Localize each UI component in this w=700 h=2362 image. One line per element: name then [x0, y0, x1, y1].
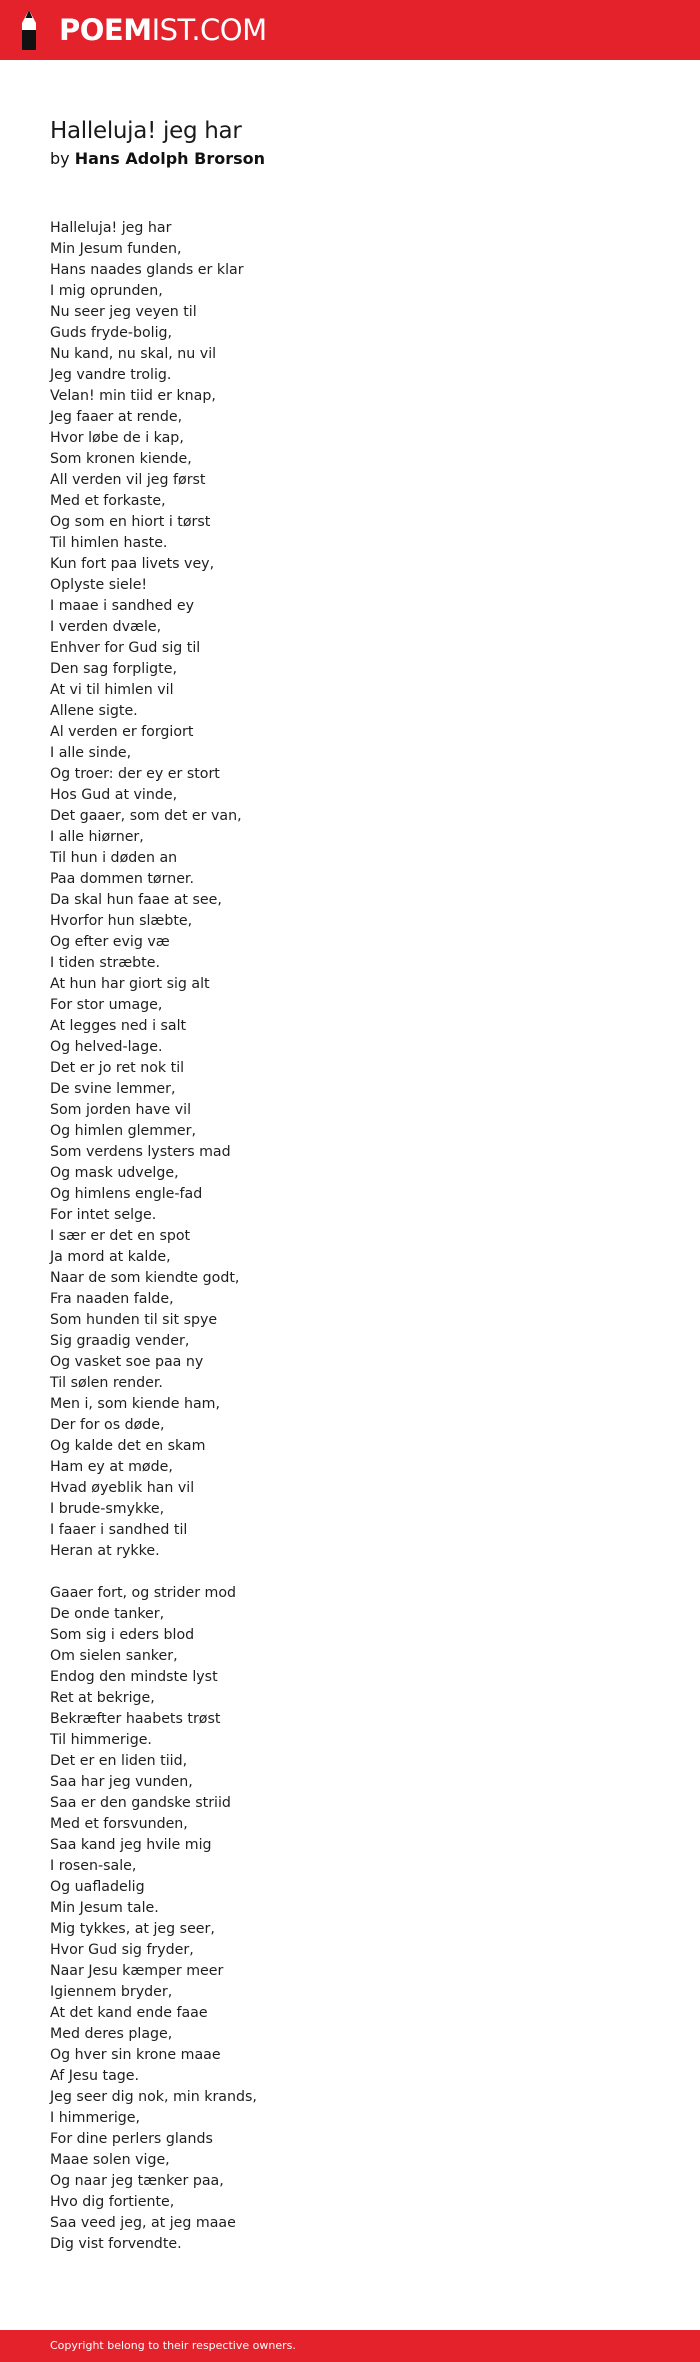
poem-line: Saa er den gandske striid	[50, 1795, 231, 1811]
poem-line: Paa dommen tørner.	[50, 871, 194, 887]
poem-line: I tiden stræbte.	[50, 955, 160, 971]
poem-line: Det gaaer, som det er van,	[50, 808, 242, 824]
poem-line: Enhver for Gud sig til	[50, 640, 201, 656]
poem-line: De svine lemmer,	[50, 1081, 176, 1097]
poem-line: Til himmerige.	[50, 1732, 152, 1748]
poem-line: I alle hiørner,	[50, 829, 144, 845]
poem-line: I rosen-sale,	[50, 1858, 137, 1874]
poem-line: Nu kand, nu skal, nu vil	[50, 346, 217, 362]
poem-line: I verden dvæle,	[50, 619, 162, 635]
poem-line: Min Jesum funden,	[50, 241, 182, 257]
poem-line: Halleluja! jeg har	[50, 220, 172, 236]
poem-line: Ja mord at kalde,	[50, 1249, 171, 1265]
poem-line: For intet selge.	[50, 1207, 157, 1223]
site-header	[0, 0, 700, 60]
poem-line: Med et forkaste,	[50, 493, 166, 509]
poem-title: Halleluja! jeg har	[50, 118, 242, 144]
poem-line: Hvad øyeblik han vil	[50, 1480, 195, 1496]
poem-line: Fra naaden falde,	[50, 1291, 174, 1307]
poem-line: Det er en liden tiid,	[50, 1753, 188, 1769]
poem-line: Men i, som kiende ham,	[50, 1396, 220, 1412]
poem-line: Og himlens engle-fad	[50, 1186, 203, 1202]
byline-prefix: by	[50, 149, 70, 168]
poem-line: For dine perlers glands	[50, 2131, 213, 2147]
poem-line: Og uafladelig	[50, 1879, 145, 1895]
poem-line: De onde tanker,	[50, 1606, 165, 1622]
poem-line: Kun fort paa livets vey,	[50, 556, 215, 572]
poem-line: All verden vil jeg først	[50, 472, 206, 488]
poem-line: Dig vist forvendte.	[50, 2236, 182, 2252]
poem-line: For stor umage,	[50, 997, 163, 1013]
poem-line: Og kalde det en skam	[50, 1438, 206, 1454]
poem-line: Maae solen vige,	[50, 2152, 170, 2168]
poem-line: Som jorden have vil	[50, 1102, 192, 1118]
poem-line: Til hun i døden an	[50, 850, 178, 866]
poem-line: I maae i sandhed ey	[50, 598, 195, 614]
poem-line: Hans naades glands er klar	[50, 262, 244, 278]
poem-line: Til himlen haste.	[50, 535, 168, 551]
poem-line: Og mask udvelge,	[50, 1165, 179, 1181]
poem-line: Med et forsvunden,	[50, 1816, 188, 1832]
poem-line: Jeg faaer at rende,	[50, 409, 183, 425]
poem-line: Da skal hun faae at see,	[50, 892, 222, 908]
copyright-notice: Copyright belong to their respective owners.	[50, 2339, 296, 2352]
poem-line: I alle sinde,	[50, 745, 132, 761]
poem-line: Heran at rykke.	[50, 1543, 160, 1559]
poem-line: Saa veed jeg, at jeg maae	[50, 2215, 236, 2231]
stanza	[50, 218, 670, 1562]
poem-line: Naar de som kiendte godt,	[50, 1270, 240, 1286]
poem-line: Og himlen glemmer,	[50, 1123, 196, 1139]
poem-line: Mig tykkes, at jeg seer,	[50, 1921, 215, 1937]
poem-line: Som verdens lysters mad	[50, 1144, 231, 1160]
poem-line: At legges ned i salt	[50, 1018, 187, 1034]
poem-line: I faaer i sandhed til	[50, 1522, 188, 1538]
poem-line: At vi til himlen vil	[50, 682, 174, 698]
poem-line: Og vasket soe paa ny	[50, 1354, 204, 1370]
poem-line: Der for os døde,	[50, 1417, 165, 1433]
site-logo[interactable]	[17, 9, 267, 51]
poem-line: Saa kand jeg hvile mig	[50, 1837, 212, 1853]
poem-line: Endog den mindste lyst	[50, 1669, 218, 1685]
poem-line: I brude-smykke,	[50, 1501, 165, 1517]
poem-line: Og hver sin krone maae	[50, 2047, 221, 2063]
poem-line: Og helved-lage.	[50, 1039, 163, 1055]
author-name: Hans Adolph Brorson	[74, 149, 265, 168]
poem-line: Nu seer jeg veyen til	[50, 304, 197, 320]
byline	[50, 148, 265, 170]
poem-body	[50, 218, 670, 2255]
poem-line: Naar Jesu kæmper meer	[50, 1963, 224, 1979]
poem-line: Ham ey at møde,	[50, 1459, 173, 1475]
poem-line: Allene sigte.	[50, 703, 138, 719]
pen-nib-icon	[17, 9, 41, 51]
poem-line: I mig oprunden,	[50, 283, 163, 299]
logo-text-light: IST.COM	[151, 13, 267, 47]
poem-line: Det er jo ret nok til	[50, 1060, 185, 1076]
poem-line: I himmerige,	[50, 2110, 141, 2126]
poem-line: Med deres plage,	[50, 2026, 173, 2042]
poem-line: Jeg seer dig nok, min krands,	[50, 2089, 257, 2105]
poem-line: Gaaer fort, og strider mod	[50, 1585, 237, 1601]
poem-line: Bekræfter haabets trøst	[50, 1711, 221, 1727]
poem-line: Og troer: der ey er stort	[50, 766, 220, 782]
poem-line: Som sig i eders blod	[50, 1627, 195, 1643]
poem-line: Al verden er forgiort	[50, 724, 194, 740]
poem-line: Hos Gud at vinde,	[50, 787, 178, 803]
poem-line: Jeg vandre trolig.	[50, 367, 172, 383]
poem-line: I sær er det en spot	[50, 1228, 191, 1244]
poem-line: At hun har giort sig alt	[50, 976, 210, 992]
poem-line: Velan! min tiid er knap,	[50, 388, 216, 404]
poem-line: Min Jesum tale.	[50, 1900, 159, 1916]
poem-line: Hvorfor hun slæbte,	[50, 913, 193, 929]
poem-header	[50, 115, 265, 170]
logo-text-bold: POEM	[59, 13, 152, 47]
poem-line: Hvor løbe de i kap,	[50, 430, 184, 446]
poem-line: Oplyste siele!	[50, 577, 148, 593]
poem-line: Og naar jeg tænker paa,	[50, 2173, 224, 2189]
poem-line: Hvo dig fortiente,	[50, 2194, 175, 2210]
poem-line: Saa har jeg vunden,	[50, 1774, 193, 1790]
poem-line: Af Jesu tage.	[50, 2068, 140, 2084]
stanza-break	[50, 1562, 670, 1583]
poem-line: At det kand ende faae	[50, 2005, 208, 2021]
poem-line: Og som en hiort i tørst	[50, 514, 211, 530]
stanza	[50, 1583, 670, 2255]
poem-line: Hvor Gud sig fryder,	[50, 1942, 194, 1958]
poem-line: Den sag forpligte,	[50, 661, 177, 677]
site-footer	[0, 2330, 700, 2362]
poem-line: Igiennem bryder,	[50, 1984, 173, 2000]
poem-line: Til sølen render.	[50, 1375, 163, 1391]
poem-line: Sig graadig vender,	[50, 1333, 190, 1349]
poem-line: Som hunden til sit spye	[50, 1312, 218, 1328]
logo-text	[59, 9, 267, 51]
poem-line: Om sielen sanker,	[50, 1648, 178, 1664]
poem-line: Guds fryde-bolig,	[50, 325, 173, 341]
poem-line: Som kronen kiende,	[50, 451, 192, 467]
poem-line: Og efter evig væ	[50, 934, 170, 950]
poem-line: Ret at bekrige,	[50, 1690, 155, 1706]
